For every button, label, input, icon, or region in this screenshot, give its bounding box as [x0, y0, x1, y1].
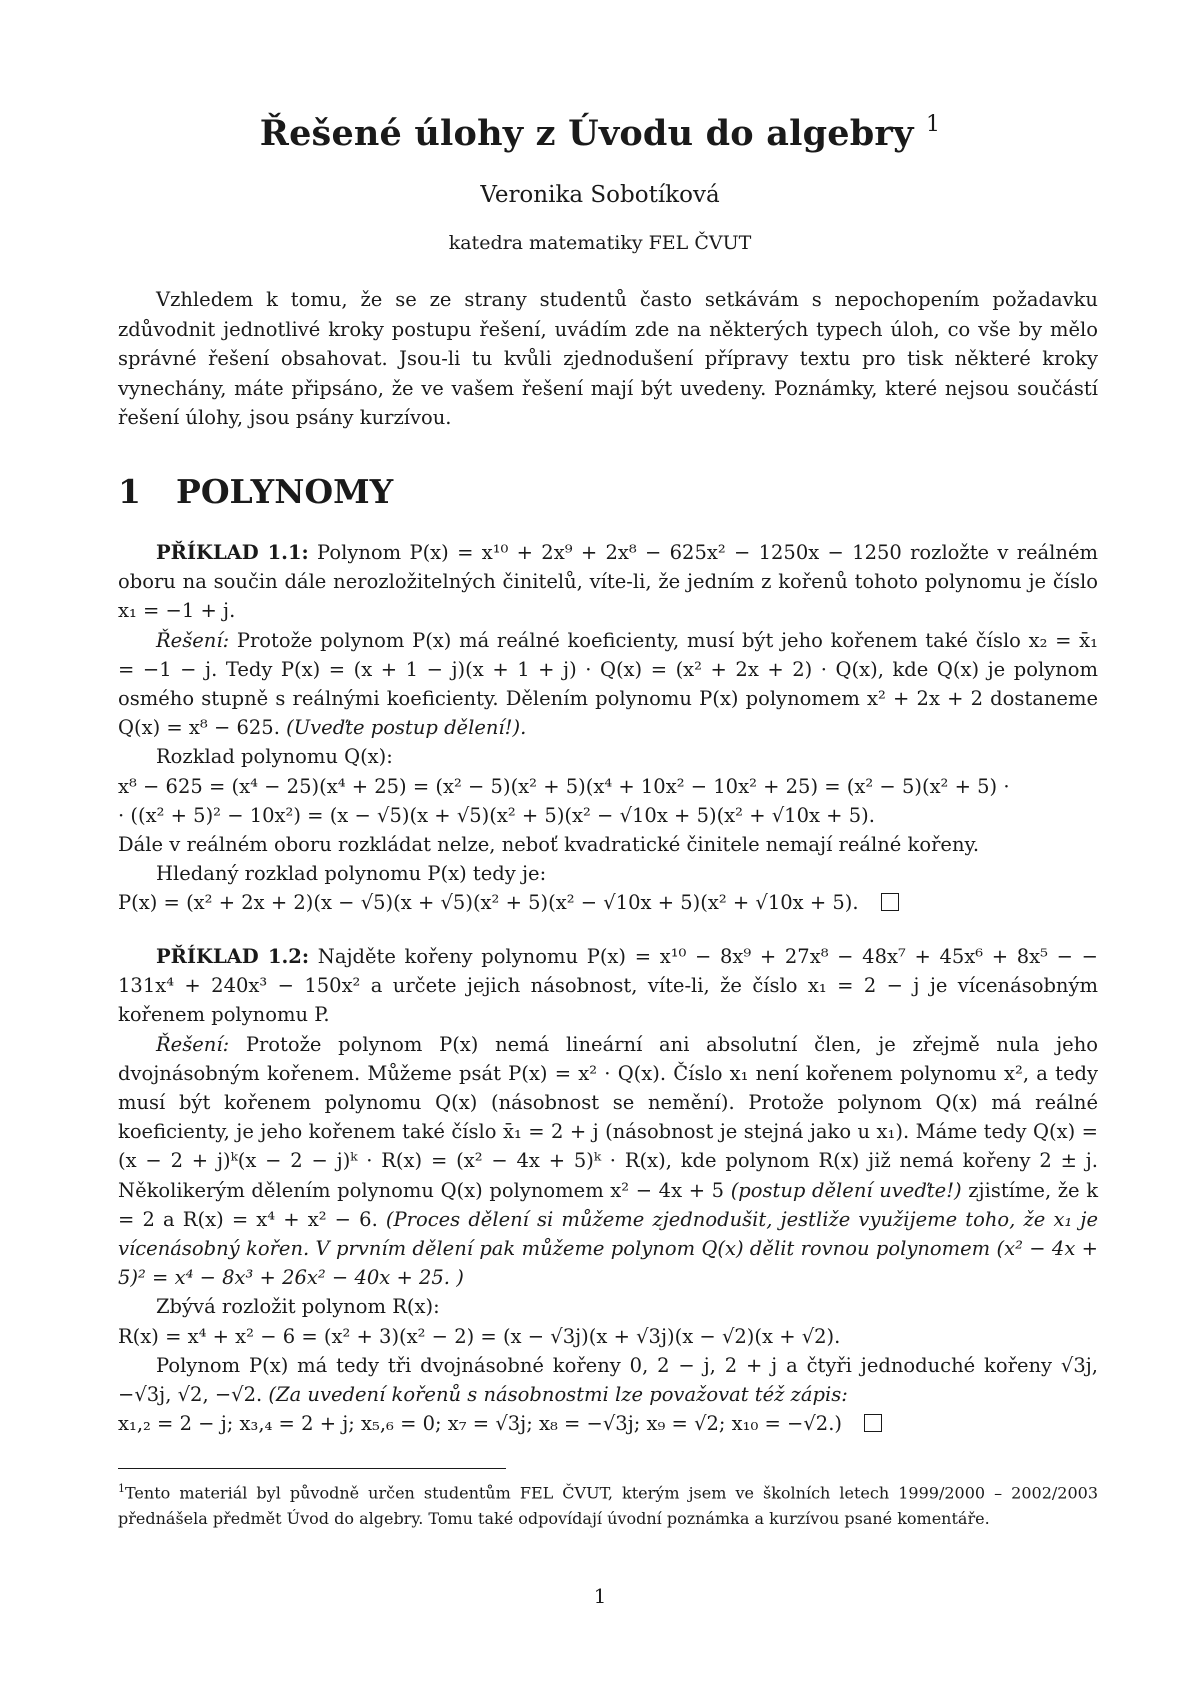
example-2-text: Najděte kořeny polynomu P(x) = x¹⁰ − 8x⁹ + 27x⁸ − 48x⁷ + 45x⁶ + 8x⁵ − − 131x⁴ + 240x³ − 150x² a určete jejich násobnost, víte-li, že číslo x₁ = 2 − j je vícenásobným kořenem polynomu P.: [118, 945, 1099, 1027]
footnote-text: Tento materiál byl původně určen studentům FEL ČVUT, kterým jsem ve školních letech 1999/2000 – 2002/2003 přednášela předmět Úvod do algebry. Tomu také odpovídají úvodní poznámka a kurzívou psané komentáře.: [118, 1483, 1098, 1529]
example-1-text: Polynom P(x) = x¹⁰ + 2x⁹ + 2x⁸ − 625x² − 1250x − 1250 rozložte v reálném oboru na součin dále nerozložitelných činitelů, víte-li, že jedním z kořenů tohoto polynomu je číslo x₁ = −1 + j.: [118, 541, 1099, 623]
section-number: 1: [118, 472, 141, 511]
example-1-result-line: [118, 888, 1098, 917]
example-1-solution-label: Řešení:: [156, 628, 230, 652]
qed-icon: [864, 1414, 882, 1432]
example-2-statement: [118, 942, 1098, 1030]
document-title: [0, 112, 1200, 154]
footnote-divider: [118, 1468, 506, 1469]
title-footnote-mark: 1: [926, 112, 941, 137]
example-2-roots: x₁,₂ = 2 − j; x₃,₄ = 2 + j; x₅,₆ = 0; x₇ = √3j; x₈ = −√3j; x₉ = √2; x₁₀ = −√2.): [118, 1412, 843, 1436]
example-2-solution: [118, 1030, 1098, 1293]
example-2-remain-equation: R(x) = x⁴ + x² − 6 = (x² + 3)(x² − 2) = (x − √3j)(x + √3j)(x − √2)(x + √2).: [118, 1324, 841, 1348]
example-2-conclusion-text: Polynom P(x) má tedy tři dvojnásobné kořeny 0, 2 − j, 2 + j a čtyři jednoduché kořeny √3j, −√3j, √2, −√2.: [118, 1353, 1098, 1407]
footnote: [118, 1476, 1098, 1532]
example-2-solution-text: Protože polynom P(x) nemá lineární ani absolutní člen, je zřejmě nula jeho dvojnásobným kořenem. Můžeme psát P(x) = x² · Q(x). Číslo x₁ není kořenem polynomu x², a tedy musí být kořenem polynomu Q(x) (násobnost se nemění). Protože polynom Q(x) má reálné koeficienty, je jeho kořenem také číslo x̄₁ = 2 + j (násobnost je stejná jako u x₁). Máme tedy Q(x) = (x − 2 + j)ᵏ(x − 2 − j)ᵏ · R(x) = (x² − 4x + 5)ᵏ · R(x), kde polynom R(x) již nemá kořeny 2 ± j. Několikerým dělením polynomu Q(x) polynomem x² − 4x + 5: [118, 1032, 1098, 1202]
example-1-solution-note: (Uveďte postup dělení!).: [286, 716, 527, 740]
example-1-further: Dále v reálném oboru rozkládat nelze, neboť kvadratické činitele nemají reálné kořeny.: [118, 833, 980, 857]
example-1-result-intro: Hledaný rozklad polynomu P(x) tedy je:: [156, 862, 547, 886]
example-1-solution-text: Protože polynom P(x) má reálné koeficienty, musí být jeho kořenem také číslo x₂ = x̄₁ = −1 − j. Tedy P(x) = (x + 1 − j)(x + 1 + j) · Q(x) = (x² + 2x + 2) · Q(x), kde Q(x) je polynom osmého stupně s reálnými koeficienty. Dělením polynomu P(x) polynomem x² + 2x + 2 dostaneme Q(x) = x⁸ − 625.: [118, 628, 1098, 740]
example-2-roots-line: [118, 1409, 1098, 1438]
example-1-equation-1: x⁸ − 625 = (x⁴ − 25)(x⁴ + 25) = (x² − 5)(x² + 5)(x⁴ + 10x² − 10x² + 25) = (x² − 5)(x² + 5) ·: [118, 774, 1010, 798]
footnote-mark: 1: [118, 1482, 125, 1495]
example-1: [118, 538, 1098, 918]
example-2-label: PŘÍKLAD 1.2:: [156, 945, 310, 968]
page-number: 1: [593, 1584, 607, 1608]
example-2-solution-note-1: (postup dělení uveďte!): [730, 1178, 962, 1202]
intro-paragraph: Vzhledem k tomu, že se ze strany studentů často setkávám s nepochopením požadavku zdůvodnit jednotlivé kroky postupu řešení, uvádím zde na některých typech úloh, co vše by mělo správné řešení obsahovat. Jsou-li tu kvůli zjednodušení přípravy textu pro tisk některé kroky vynechány, máte připsáno, že ve vašem řešení mají být uvedeny. Poznámky, které nejsou součástí řešení úlohy, jsou psány kurzívou.: [118, 288, 1098, 429]
example-1-statement: [118, 538, 1098, 626]
title-text: Řešené úlohy z Úvodu do algebry: [259, 113, 914, 154]
example-2: [118, 942, 1098, 1438]
qed-icon: [881, 893, 899, 911]
example-1-equation-2: · ((x² + 5)² − 10x²) = (x − √5)(x + √5)(x² + 5)(x² − √10x + 5)(x² + √10x + 5).: [118, 803, 875, 827]
example-1-label: PŘÍKLAD 1.1:: [156, 541, 309, 564]
example-2-conclusion: [118, 1351, 1098, 1409]
example-2-solution-mid: zjistíme, že k = 2 a R(x) = x⁴ + x² − 6.: [118, 1178, 1099, 1231]
example-2-remain-intro: Zbývá rozložit polynom R(x):: [156, 1295, 440, 1319]
example-2-conclusion-note: (Za uvedení kořenů s násobnostmi lze považovat též zápis:: [268, 1383, 848, 1407]
affiliation: katedra matematiky FEL ČVUT: [448, 232, 752, 254]
section-title: POLYNOMY: [176, 472, 394, 511]
example-2-solution-note-2: (Proces dělení si můžeme zjednodušit, jestliže využijeme toho, že x₁ je vícenásobný kořen. V prvním dělení pak můžeme polynom Q(x) dělit rovnou polynomem (x² − 4x + 5)² = x⁴ − 8x³ + 26x² − 40x + 25. ): [118, 1207, 1098, 1290]
example-2-solution-label: Řešení:: [156, 1032, 230, 1056]
author-name: Veronika Sobotíková: [480, 182, 720, 208]
example-1-decomp-intro: Rozklad polynomu Q(x):: [156, 745, 393, 769]
example-1-result: P(x) = (x² + 2x + 2)(x − √5)(x + √5)(x² + 5)(x² − √10x + 5)(x² + √10x + 5).: [118, 891, 859, 915]
section-heading: [118, 472, 393, 511]
example-1-solution: [118, 626, 1098, 743]
